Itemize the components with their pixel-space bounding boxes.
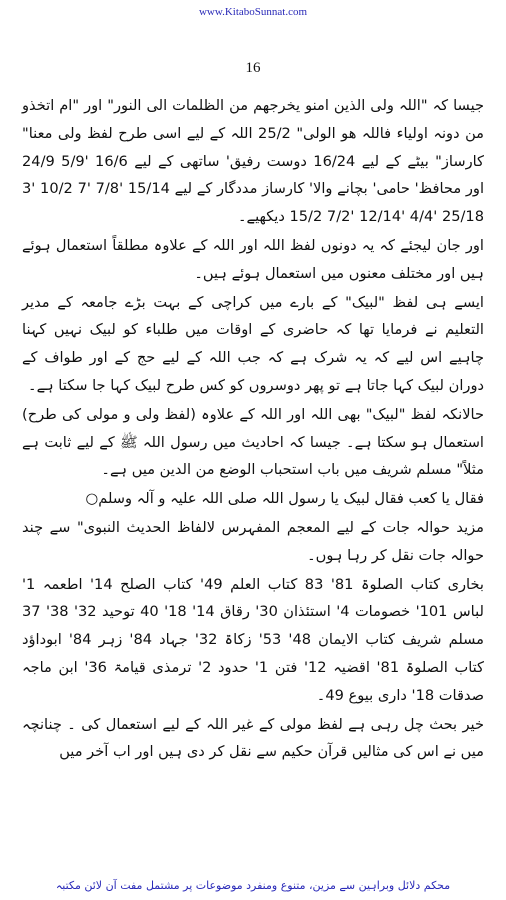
paragraph-usage-note: اور جان لیجئے کہ یہ دونوں لفظ اللہ اور اللہ کے علاوہ مطلقاً استعمال ہوئے ہیں اور مختلف معنوں میں استعمال ہوئے ہیں۔ xyxy=(22,236,484,282)
paragraph-labbaik-usage: حالانکہ لفظ "لبیک" بھی اللہ اور اللہ کے علاوہ (لفظ ولی و مولی کی طرح) استعمال ہو سکتا ہے۔ جیسا کہ احادیث میں رسول اللہ ﷺ کے لیے ثابت ہے مثلاً" مسلم شریف میں باب استحباب الوضع من الدین میں ہے۔ xyxy=(22,405,484,479)
paragraph-quran-references: جیسا کہ "اللہ ولی الذین امنو یخرجھم من الظلمات الی النور" اور "ام اتخذو من دونہ اولیاء فاللہ ھو الولی" 25/2 اللہ کے لیے اسی طرح لفظ ولی معنا" کارساز" بیٹے کے لیے 16/24 دوست رفیق' ساتھی کے لیے 16/6 '5/9 24/9 اور محافظ' حامی' بچانے والا' کارساز مددگار کے لیے 15/14 '7/8 '7 10/2 '3 25/18 '4/4 '12/14 '7/2 15/2 دیکھیے۔ xyxy=(22,97,485,226)
page-body xyxy=(22,92,484,766)
paragraph-references-intro: مزید حوالہ جات کے لیے المعجم المفہرس لالفاظ الحدیث النبوی" سے چند حوالہ جات نقل کر رہا ہوں۔ xyxy=(22,518,484,564)
page-number: 16 xyxy=(245,60,261,76)
paragraph-hadith-quote: فقال یا کعب فقال لبیک یا رسول اللہ صلی اللہ علیہ و آلہ وسلم○ xyxy=(85,490,484,508)
paragraph-labbaik-objection: ایسے ہی لفظ "لبیک" کے بارے میں کراچی کے بہت بڑے جامعہ کے مدیر التعلیم نے فرمایا تھا کہ حاضری کے اوقات میں طلباء کو لبیک نہیں کہنا چاہیے اس لیے کہ یہ شرک ہے کہ جب اللہ کے لیے حج کے اور طواف کے دوران لبیک کہا جاتا ہے تو پھر دوسروں کو کس طرح لبیک کہا جا سکتا ہے۔ xyxy=(22,293,484,394)
paragraph-conclusion: خیر بحث چل رہی ہے لفظ مولی کے غیر اللہ کے لیے استعمال کی ۔ چنانچہ میں نے اس کی مثالیں قرآن حکیم سے نقل کر دی ہیں اور اب آخر میں xyxy=(22,715,484,761)
site-url[interactable]: www.KitaboSunnat.com xyxy=(198,6,308,18)
footer-tagline: محکم دلائل وبراہین سے مزین، متنوع ومنفرد موضوعات پر مشتمل مفت آن لائن مکتبہ xyxy=(55,879,451,892)
paragraph-hadith-references: بخاری کتاب الصلوۃ 81' 83 کتاب العلم 49' کتاب الصلح 14' اطعمہ 1' لباس 101' خصومات 4' استئذان 30' رقاق 14' 18' 40 توحید 32' 38' 37 مسلم شریف کتاب الایمان 48' 53' زکاۃ 32' جہاد 84' زہر 84' ابوداؤد کتاب الصلوۃ 81' اقضیہ 12' فتن 1' حدود 2' ترمذی قیامۃ 36' ابن ماجہ صدقات 18' داری بیوع 49۔ xyxy=(22,575,485,704)
